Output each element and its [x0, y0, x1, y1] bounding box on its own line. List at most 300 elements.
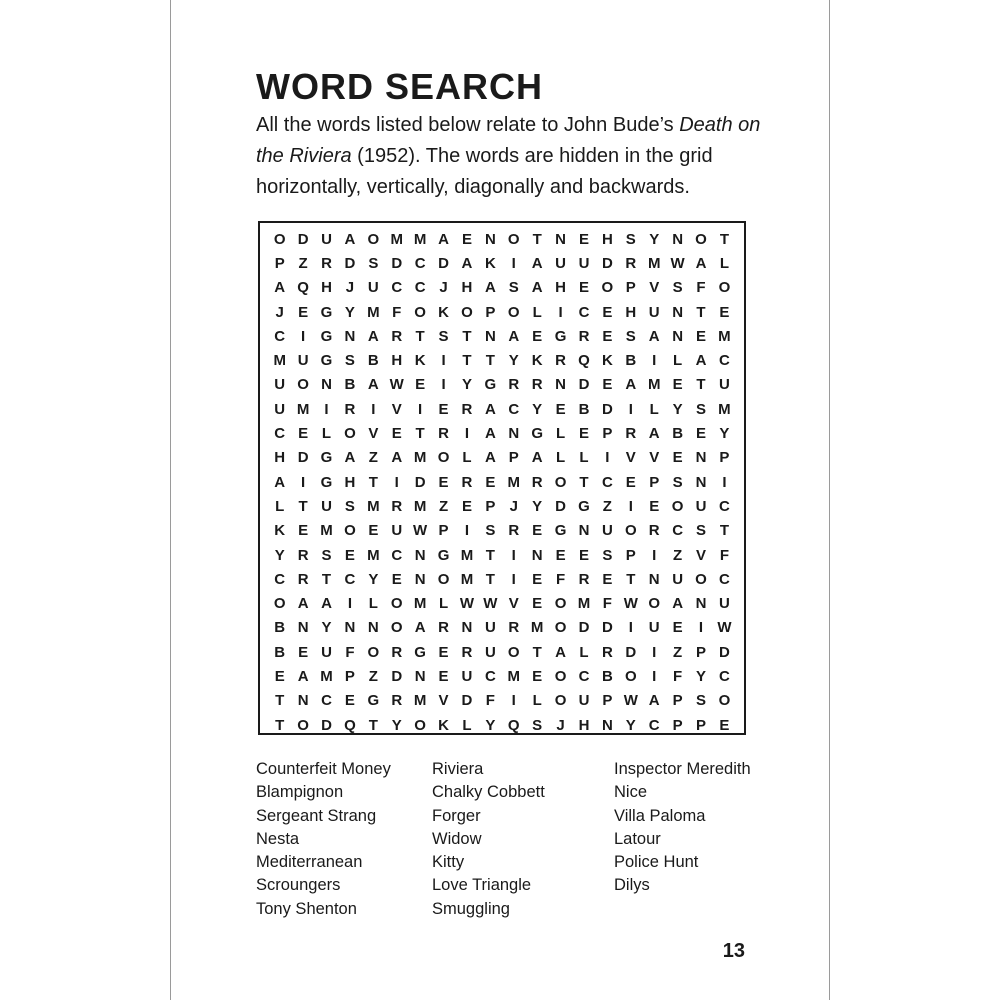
grid-letter: M — [460, 546, 474, 564]
grid-letter: H — [555, 279, 566, 297]
grid-letter: S — [485, 522, 496, 540]
grid-letter: T — [719, 230, 729, 248]
grid-letter: H — [578, 716, 590, 734]
grid-letter: R — [438, 619, 449, 637]
grid-letter: N — [555, 376, 566, 394]
grid-letter: C — [578, 668, 590, 686]
grid-letter: E — [672, 449, 683, 467]
grid-letter: A — [648, 327, 660, 345]
grid-letter: O — [414, 303, 426, 321]
word-list-item: Dilys — [614, 876, 650, 895]
grid-letter: M — [718, 327, 731, 345]
word-list-item: Inspector Meredith — [614, 760, 751, 778]
grid-letter: C — [274, 425, 286, 443]
grid-letter: N — [508, 425, 520, 443]
grid-letter: I — [441, 352, 446, 370]
grid-letter: C — [719, 352, 730, 370]
grid-letter: P — [274, 254, 285, 272]
grid-letter: U — [321, 230, 332, 248]
grid-letter: U — [695, 497, 707, 515]
grid-letter: W — [389, 376, 404, 394]
grid-letter: D — [344, 254, 356, 272]
grid-letter: L — [368, 595, 378, 613]
grid-letter: F — [602, 595, 612, 613]
grid-letter: N — [297, 692, 309, 710]
grid-letter: V — [696, 546, 707, 564]
grid-letter: C — [719, 668, 730, 686]
grid-letter: T — [275, 716, 285, 734]
grid-letter: V — [625, 449, 636, 467]
word-list-item: Mediterranean — [256, 853, 363, 872]
grid-letter: C — [391, 279, 403, 297]
grid-letter: L — [673, 352, 683, 370]
grid-letter: Y — [344, 303, 355, 321]
grid-letter: N — [555, 230, 566, 248]
grid-row — [268, 689, 736, 713]
grid-letter: L — [579, 643, 589, 661]
grid-letter: U — [578, 254, 590, 272]
grid-letter: S — [672, 473, 683, 491]
grid-letter: V — [368, 425, 379, 443]
grid-letter: E — [578, 425, 589, 443]
grid-letter: O — [437, 570, 450, 588]
grid-letter: D — [391, 254, 403, 272]
grid-letter: K — [438, 303, 449, 321]
grid-letter: O — [554, 595, 567, 613]
grid-letter: O — [297, 376, 309, 394]
grid-letter: U — [321, 497, 332, 515]
grid-letter: I — [652, 643, 657, 661]
grid-letter: S — [672, 279, 683, 297]
grid-letter: K — [601, 352, 613, 370]
grid-letter: T — [415, 327, 425, 345]
grid-letter: C — [719, 570, 730, 588]
grid-letter: E — [391, 425, 402, 443]
grid-letter: T — [532, 230, 542, 248]
grid-letter: U — [297, 352, 309, 370]
grid-letter: I — [347, 595, 352, 613]
grid-letter: H — [625, 303, 637, 321]
grid-letter: E — [719, 716, 730, 734]
grid-letter: V — [649, 449, 660, 467]
grid-letter: S — [438, 327, 449, 345]
grid-letter: F — [696, 279, 706, 297]
grid-letter: E — [625, 473, 636, 491]
grid-letter: S — [696, 692, 707, 710]
word-list-item: Nesta — [256, 829, 300, 848]
grid-letter: E — [344, 546, 355, 564]
grid-row — [268, 373, 736, 397]
grid-letter: S — [696, 400, 707, 418]
grid-letter: I — [628, 619, 633, 637]
grid-row — [268, 567, 736, 591]
grid-letter: E — [532, 327, 543, 345]
grid-letter: P — [649, 473, 660, 491]
grid-letter: A — [344, 449, 356, 467]
grid-letter: A — [461, 254, 473, 272]
grid-letter: Y — [672, 400, 683, 418]
grid-letter: U — [578, 692, 590, 710]
grid-letter: O — [297, 716, 309, 734]
grid-letter: U — [648, 619, 660, 637]
grid-letter: W — [483, 595, 498, 613]
grid-letter: P — [672, 692, 683, 710]
grid-letter: M — [413, 449, 427, 467]
grid-letter: N — [484, 230, 496, 248]
grid-letter: A — [321, 595, 332, 613]
word-list-item: Counterfeit Money — [256, 760, 391, 778]
grid-letter: E — [672, 376, 683, 394]
grid-letter: H — [344, 473, 356, 491]
grid-letter: O — [273, 595, 286, 613]
grid-letter: G — [414, 643, 426, 661]
grid-letter: E — [578, 279, 589, 297]
grid-letter: E — [415, 376, 426, 394]
grid-letter: U — [321, 643, 332, 661]
grid-letter: L — [462, 449, 472, 467]
grid-letter: C — [414, 254, 426, 272]
grid-letter: G — [320, 327, 333, 345]
grid-letter: T — [321, 570, 332, 588]
grid-letter: A — [531, 449, 543, 467]
grid-letter: I — [464, 425, 470, 443]
grid-row — [268, 616, 736, 640]
grid-letter: Z — [673, 546, 683, 564]
grid-row — [268, 349, 736, 373]
grid-letter: L — [532, 692, 542, 710]
grid-letter: T — [579, 473, 589, 491]
grid-letter: Z — [602, 497, 612, 515]
grid-letter: W — [670, 254, 685, 272]
grid-letter: C — [578, 303, 590, 321]
grid-letter: B — [625, 352, 637, 370]
grid-letter: R — [555, 352, 566, 370]
grid-letter: N — [344, 619, 356, 637]
grid-letter: R — [508, 376, 520, 394]
grid-letter: M — [413, 692, 427, 710]
grid-letter: O — [507, 230, 520, 248]
grid-letter: D — [625, 643, 637, 661]
grid-letter: D — [719, 643, 730, 661]
grid-letter: O — [554, 692, 567, 710]
grid-letter: E — [391, 570, 402, 588]
grid-letter: S — [532, 716, 543, 734]
grid-letter: I — [628, 400, 633, 418]
grid-letter: A — [695, 352, 707, 370]
grid-letter: T — [485, 352, 495, 370]
grid-letter: E — [602, 570, 613, 588]
grid-letter: S — [625, 230, 636, 248]
grid-letter: I — [511, 546, 516, 564]
grid-row — [268, 519, 736, 543]
grid-letter: W — [459, 595, 475, 613]
page-title: WORD SEARCH — [256, 66, 543, 107]
grid-letter: C — [344, 570, 356, 588]
grid-letter: G — [531, 425, 543, 443]
grid-letter: N — [344, 327, 356, 345]
grid-letter: T — [368, 473, 378, 491]
grid-letter: A — [555, 643, 566, 661]
grid-letter: M — [647, 376, 661, 394]
grid-letter: R — [461, 643, 473, 661]
grid-letter: R — [391, 497, 403, 515]
grid-letter: M — [273, 352, 286, 370]
grid-letter: I — [511, 692, 516, 710]
grid-letter: P — [485, 497, 496, 515]
grid-letter: R — [648, 522, 660, 540]
grid-letter: O — [390, 595, 403, 613]
intro-before: All the words listed below relate to John Bude’s — [256, 114, 680, 136]
grid-letter: N — [297, 619, 309, 637]
grid-letter: F — [485, 692, 495, 710]
grid-letter: M — [718, 400, 731, 418]
grid-letter: I — [511, 254, 516, 272]
grid-row — [268, 300, 736, 324]
grid-letter: V — [508, 595, 519, 613]
grid-letter: N — [601, 716, 613, 734]
grid-letter: O — [718, 279, 731, 297]
grid-letter: A — [695, 254, 707, 272]
grid-letter: S — [696, 522, 707, 540]
grid-letter: O — [273, 230, 286, 248]
grid-letter: U — [719, 376, 730, 394]
grid-letter: O — [390, 619, 403, 637]
grid-letter: I — [464, 522, 470, 540]
grid-letter: G — [437, 546, 450, 564]
grid-letter: G — [320, 352, 333, 370]
grid-letter: A — [484, 425, 496, 443]
grid-letter: N — [414, 570, 426, 588]
grid-letter: N — [484, 327, 496, 345]
grid-letter: J — [439, 279, 448, 297]
grid-letter: R — [461, 473, 473, 491]
word-list-item: Smuggling — [432, 899, 510, 918]
grid-letter: E — [368, 522, 379, 540]
grid-letter: U — [601, 522, 613, 540]
grid-letter: E — [555, 400, 566, 418]
grid-letter: T — [696, 376, 706, 394]
grid-letter: Y — [649, 230, 660, 248]
grid-letter: M — [320, 668, 333, 686]
grid-row — [268, 276, 736, 300]
grid-letter: M — [367, 303, 380, 321]
grid-letter: P — [719, 449, 730, 467]
grid-letter: N — [367, 619, 379, 637]
grid-letter: R — [531, 376, 543, 394]
grid-letter: P — [485, 303, 496, 321]
grid-letter: E — [438, 668, 449, 686]
grid-letter: O — [507, 303, 520, 321]
grid-letter: E — [461, 230, 472, 248]
grid-letter: J — [345, 279, 355, 297]
grid-letter: D — [555, 497, 566, 515]
grid-letter: D — [321, 716, 332, 734]
grid-letter: G — [484, 376, 497, 394]
grid-letter: E — [696, 425, 707, 443]
grid-letter: L — [532, 303, 542, 321]
grid-letter: E — [602, 303, 613, 321]
grid-letter: E — [438, 400, 449, 418]
grid-letter: U — [274, 376, 286, 394]
grid-letter: J — [556, 716, 565, 734]
grid-letter: D — [601, 254, 613, 272]
grid-letter: A — [508, 327, 520, 345]
grid-letter: D — [578, 376, 590, 394]
grid-letter: E — [649, 497, 660, 515]
grid-letter: A — [648, 425, 660, 443]
grid-letter: N — [321, 376, 332, 394]
grid-letter: N — [578, 522, 590, 540]
grid-letter: O — [461, 303, 473, 321]
grid-row — [268, 324, 736, 348]
grid-letter: Y — [274, 546, 285, 564]
grid-letter: I — [722, 473, 727, 491]
grid-letter: E — [532, 570, 543, 588]
grid-letter: Q — [344, 716, 356, 734]
grid-letter: U — [274, 400, 286, 418]
grid-letter: L — [649, 400, 659, 418]
grid-letter: O — [695, 570, 707, 588]
grid-letter: M — [296, 400, 310, 418]
grid-letter: N — [672, 303, 684, 321]
grid-letter: P — [438, 522, 449, 540]
grid-letter: R — [531, 473, 543, 491]
grid-letter: D — [601, 619, 613, 637]
grid-letter: Y — [461, 376, 472, 394]
grid-letter: R — [297, 570, 309, 588]
grid-letter: A — [274, 473, 286, 491]
grid-letter: I — [418, 400, 423, 418]
word-list-item: Sergeant Strang — [256, 806, 377, 825]
grid-letter: L — [555, 425, 566, 443]
grid-letter: H — [274, 449, 286, 467]
grid-letter: D — [438, 254, 449, 272]
grid-letter: F — [719, 546, 729, 564]
grid-letter: A — [367, 376, 379, 394]
grid-letter: B — [367, 352, 379, 370]
grid-letter: A — [344, 230, 356, 248]
grid-letter: E — [532, 595, 543, 613]
grid-letter: O — [507, 643, 520, 661]
page-number: 13 — [722, 940, 745, 962]
grid-letter: T — [626, 570, 636, 588]
grid-letter: M — [413, 230, 427, 248]
grid-letter: C — [601, 473, 613, 491]
grid-letter: E — [602, 327, 613, 345]
grid-letter: M — [367, 546, 380, 564]
grid-letter: Y — [532, 497, 543, 515]
grid-letter: E — [438, 643, 449, 661]
grid-letter: A — [484, 400, 496, 418]
grid-letter: R — [321, 254, 332, 272]
grid-letter: F — [392, 303, 402, 321]
grid-letter: O — [414, 716, 426, 734]
grid-letter: I — [605, 449, 610, 467]
grid-letter: A — [672, 595, 684, 613]
grid-letter: A — [531, 254, 543, 272]
grid-letter: T — [275, 692, 285, 710]
grid-row — [268, 592, 736, 616]
grid-letter: A — [484, 279, 496, 297]
grid-letter: O — [718, 692, 731, 710]
grid-letter: R — [391, 327, 403, 345]
grid-row — [268, 421, 736, 445]
intro-after: (1952). The words are hidden in the grid horizontally, vertically, diagonally and backwards. — [256, 145, 713, 198]
grid-letter: R — [391, 692, 403, 710]
grid-letter: G — [367, 692, 380, 710]
grid-letter: O — [624, 668, 637, 686]
grid-letter: M — [460, 570, 474, 588]
grid-row — [268, 251, 736, 275]
grid-letter: I — [301, 473, 306, 491]
grid-letter: S — [625, 327, 636, 345]
grid-letter: E — [578, 230, 589, 248]
grid-letter: I — [698, 619, 704, 637]
grid-letter: A — [391, 449, 403, 467]
grid-letter: E — [532, 668, 543, 686]
word-list-item: Forger — [432, 806, 481, 825]
grid-letter: U — [719, 595, 730, 613]
grid-letter: E — [555, 546, 566, 564]
grid-letter: N — [672, 327, 684, 345]
grid-letter: N — [695, 449, 707, 467]
grid-letter: R — [601, 643, 613, 661]
intro-text — [256, 110, 776, 203]
grid-letter: I — [652, 668, 657, 686]
grid-row — [268, 227, 736, 251]
grid-letter: Y — [321, 619, 332, 637]
word-list-item: Blampignon — [256, 783, 344, 802]
grid-letter: T — [719, 522, 729, 540]
grid-letter: K — [531, 352, 543, 370]
grid-letter: L — [555, 449, 566, 467]
word-list-item: Riviera — [432, 760, 484, 778]
grid-letter: M — [367, 497, 380, 515]
grid-letter: P — [602, 425, 613, 443]
grid-letter: E — [485, 473, 496, 491]
grid-letter: J — [509, 497, 518, 515]
grid-letter: O — [671, 497, 684, 515]
word-list-item: Widow — [432, 829, 482, 848]
grid-letter: Z — [298, 254, 308, 272]
grid-row — [268, 640, 736, 664]
grid-letter: H — [391, 352, 403, 370]
grid-letter: F — [345, 643, 355, 661]
grid-letter: C — [648, 716, 660, 734]
grid-letter: K — [414, 352, 426, 370]
grid-letter: Y — [391, 716, 402, 734]
grid-letter: B — [672, 425, 684, 443]
intro-book-title: Death on the Riviera — [256, 114, 761, 167]
grid-letter: A — [484, 449, 496, 467]
grid-letter: V — [649, 279, 660, 297]
grid-letter: R — [578, 327, 590, 345]
grid-letter: M — [507, 668, 521, 686]
grid-letter: P — [508, 449, 519, 467]
grid-letter: G — [320, 473, 333, 491]
grid-letter: R — [344, 400, 356, 418]
grid-letter: G — [320, 449, 333, 467]
grid-letter: O — [624, 522, 637, 540]
grid-letter: H — [461, 279, 473, 297]
grid-letter: A — [274, 279, 286, 297]
grid-letter: T — [298, 497, 308, 515]
grid-letter: Y — [625, 716, 636, 734]
grid-letter: L — [438, 595, 449, 613]
grid-letter: D — [391, 668, 403, 686]
grid-letter: Y — [532, 400, 543, 418]
grid-letter: I — [628, 497, 633, 515]
